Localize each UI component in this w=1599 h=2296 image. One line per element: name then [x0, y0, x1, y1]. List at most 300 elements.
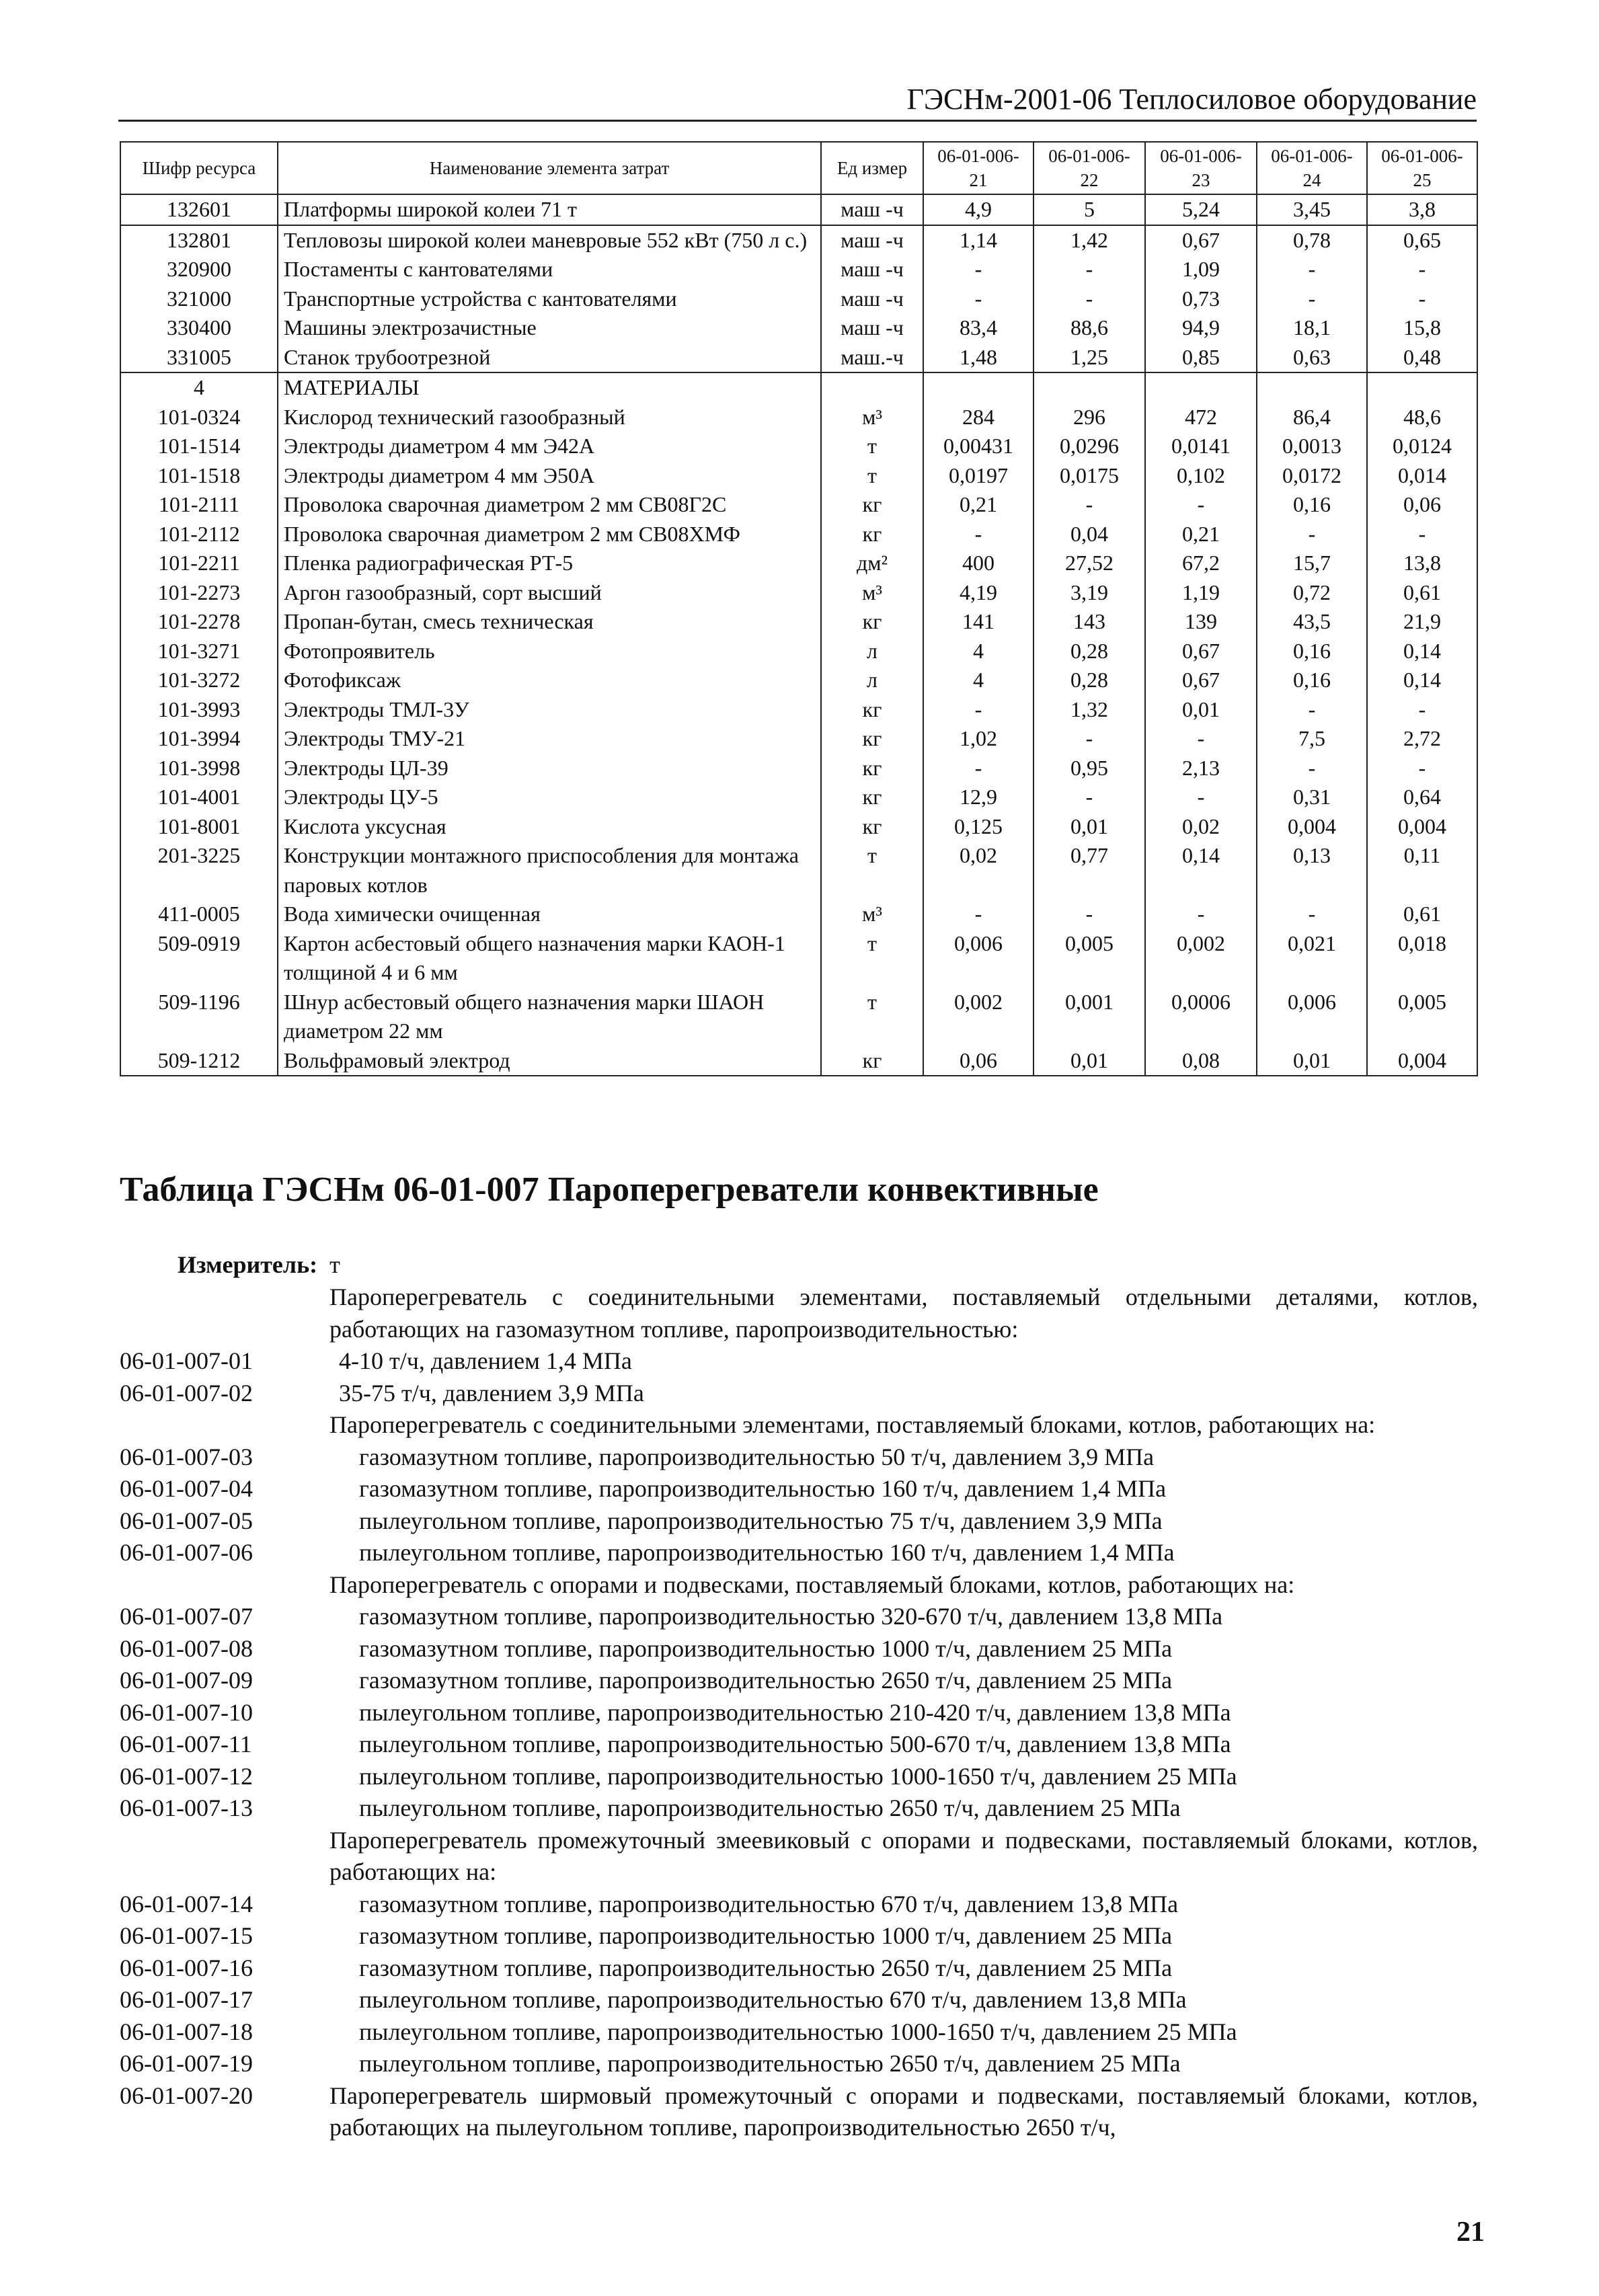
cell-value: 0,67 [1145, 225, 1257, 255]
cell-value: 1,48 [923, 343, 1034, 373]
cell-name: Кислота уксусная [278, 812, 821, 842]
cell-name: Вольфрамовый электрод [278, 1046, 821, 1076]
cell-code: 132601 [120, 194, 278, 225]
table-row [120, 812, 1477, 842]
cell-value: 0,72 [1257, 578, 1367, 608]
cell-unit: маш -ч [821, 313, 923, 343]
cell-value: 3,19 [1034, 578, 1145, 608]
cell-value: 1,02 [923, 724, 1034, 754]
item-text: пылеугольном топливе, паропроизводительностью 1000-1650 т/ч, давлением 25 МПа [359, 1762, 1237, 1790]
item-text: Пароперегреватель промежуточный змеевиковый с опорами и подвесками, поставляемый блоками, котлов, работающих на: [329, 1826, 1478, 1885]
list-item [120, 1505, 1478, 1538]
item-text: 35-75 т/ч, давлением 3,9 МПа [339, 1379, 644, 1407]
cell-value: 0,16 [1257, 490, 1367, 520]
cell-value: 88,6 [1034, 313, 1145, 343]
cell-unit: кг [821, 783, 923, 812]
cell-value: 139 [1145, 607, 1257, 637]
item-code: 06-01-007-17 [120, 1986, 253, 2013]
cell-value: - [923, 695, 1034, 725]
list-item [120, 1984, 1478, 2016]
cell-name: Машины электрозачистные [278, 313, 821, 343]
col-header: 06-01-006-25 [1367, 142, 1477, 194]
cell-value: - [1367, 520, 1477, 549]
cell-unit: кг [821, 490, 923, 520]
cell-value: 0,0172 [1257, 461, 1367, 491]
cell-name: Электроды диаметром 4 мм Э42А [278, 432, 821, 461]
item-text: Пароперегреватель с соединительными элементами, поставляемый блоками, котлов, работающих на: [329, 1411, 1376, 1438]
cell-value: 0,14 [1367, 666, 1477, 695]
item-text: пылеугольном топливе, паропроизводительностью 160 т/ч, давлением 1,4 МПа [359, 1539, 1175, 1566]
cell-unit: кг [821, 724, 923, 754]
list-item [120, 1889, 1478, 1921]
cell-name: Картон асбестовый общего назначения марки КАОН-1 толщиной 4 и 6 мм [278, 929, 821, 988]
cell-code: 201-3225 [120, 841, 278, 900]
item-text: пылеугольном топливе, паропроизводительностью 500-670 т/ч, давлением 13,8 МПа [359, 1731, 1231, 1757]
cell-value: - [1145, 783, 1257, 812]
cell-value: 15,7 [1257, 549, 1367, 578]
table-row [120, 724, 1477, 754]
cell-unit: т [821, 432, 923, 461]
cell-value: 1,32 [1034, 695, 1145, 725]
cell-code: 101-8001 [120, 812, 278, 842]
cell-value: 2,72 [1367, 724, 1477, 754]
cell-value: 0,31 [1257, 783, 1367, 812]
table-row [120, 343, 1477, 373]
cell-unit: дм² [821, 549, 923, 578]
cell-value: 0,02 [1145, 812, 1257, 842]
cell-name: Кислород технический газообразный [278, 403, 821, 432]
cell-value: - [1367, 754, 1477, 783]
item-text: газомазутном топливе, паропроизводительностью 2650 т/ч, давлением 25 МПа [359, 1954, 1173, 1981]
list-item [120, 1345, 1478, 1378]
cell-code: 132801 [120, 225, 278, 255]
cell-value: 0,21 [923, 490, 1034, 520]
cell-value: - [1145, 900, 1257, 929]
cell-name: Электроды ТМЛ-3У [278, 695, 821, 725]
table-row [120, 490, 1477, 520]
cell-value: - [1367, 284, 1477, 314]
table-row [120, 432, 1477, 461]
cell-code: 101-2278 [120, 607, 278, 637]
item-code: 06-01-007-14 [120, 1890, 253, 1917]
cell-name: Пленка радиографическая РТ-5 [278, 549, 821, 578]
cell-value: 43,5 [1257, 607, 1367, 637]
cell-value: - [1257, 255, 1367, 284]
cell-value: 0,14 [1367, 637, 1477, 666]
item-text: пылеугольном топливе, паропроизводительностью 75 т/ч, давлением 3,9 МПа [359, 1507, 1163, 1534]
cell-value: 0,005 [1367, 988, 1477, 1046]
cell-value: 0,102 [1145, 461, 1257, 491]
cell-value: 0,018 [1367, 929, 1477, 988]
item-code: 06-01-007-19 [120, 2050, 253, 2077]
item-code: 06-01-007-01 [120, 1347, 253, 1374]
item-text: пылеугольном топливе, паропроизводительностью 1000-1650 т/ч, давлением 25 МПа [359, 2018, 1237, 2045]
table-row [120, 900, 1477, 929]
cell-value: 4,19 [923, 578, 1034, 608]
cell-value: 0,73 [1145, 284, 1257, 314]
cell-value: - [923, 284, 1034, 314]
item-code: 06-01-007-08 [120, 1634, 253, 1662]
list-item [120, 1825, 1478, 1889]
table-row [120, 607, 1477, 637]
cell-value: 0,14 [1145, 841, 1257, 900]
cell-value: 0,48 [1367, 343, 1477, 373]
item-code: 06-01-007-04 [120, 1475, 253, 1502]
cell-value: 21,9 [1367, 607, 1477, 637]
item-code: 06-01-007-02 [120, 1379, 253, 1407]
cell-code: 509-0919 [120, 929, 278, 988]
cell-value: 0,002 [1145, 929, 1257, 988]
cell-value: - [1034, 724, 1145, 754]
table-row [120, 666, 1477, 695]
cell-value: 0,01 [1034, 1046, 1145, 1076]
table-row [120, 284, 1477, 314]
item-text: газомазутном топливе, паропроизводительностью 160 т/ч, давлением 1,4 МПа [359, 1475, 1167, 1502]
cell-code: 320900 [120, 255, 278, 284]
cell-value: 0,014 [1367, 461, 1477, 491]
cell-code: 411-0005 [120, 900, 278, 929]
cell-value: 0,004 [1367, 1046, 1477, 1076]
cell-value: 83,4 [923, 313, 1034, 343]
cell-value: 0,06 [923, 1046, 1034, 1076]
cell-code: 101-3272 [120, 666, 278, 695]
cell-unit: кг [821, 1046, 923, 1076]
cell-value: 0,001 [1034, 988, 1145, 1046]
measure-line [178, 1251, 340, 1279]
cell-unit: м³ [821, 900, 923, 929]
col-header: 06-01-006-24 [1257, 142, 1367, 194]
cell-value: - [1257, 754, 1367, 783]
cell-name: МАТЕРИАЛЫ [278, 372, 821, 403]
table-row [120, 841, 1477, 900]
cell-value [1145, 372, 1257, 403]
cell-value: 0,00431 [923, 432, 1034, 461]
page-number: 21 [1456, 2217, 1485, 2248]
cell-value: - [1034, 284, 1145, 314]
cell-value: 0,125 [923, 812, 1034, 842]
cell-value: 48,6 [1367, 403, 1477, 432]
cell-value: 5 [1034, 194, 1145, 225]
cell-name: Фотопроявитель [278, 637, 821, 666]
cell-value: 0,28 [1034, 666, 1145, 695]
cell-value: 13,8 [1367, 549, 1477, 578]
cell-unit: маш.-ч [821, 343, 923, 373]
item-text: газомазутном топливе, паропроизводительностью 1000 т/ч, давлением 25 МПа [359, 1634, 1173, 1662]
col-header: Ед измер [821, 142, 923, 194]
cell-value: 0,28 [1034, 637, 1145, 666]
list-item [120, 1409, 1478, 1441]
cell-code: 101-1518 [120, 461, 278, 491]
cell-value: 400 [923, 549, 1034, 578]
cell-value: - [1257, 520, 1367, 549]
cell-value: 1,14 [923, 225, 1034, 255]
col-header: 06-01-006-23 [1145, 142, 1257, 194]
cell-value: 3,45 [1257, 194, 1367, 225]
cell-code: 101-3998 [120, 754, 278, 783]
table-body [120, 194, 1477, 1076]
cell-value: 1,09 [1145, 255, 1257, 284]
item-list [120, 1281, 1478, 2144]
header-title: ГЭСНм-2001-06 Теплосиловое оборудование [906, 83, 1477, 116]
table-row [120, 549, 1477, 578]
cell-value: 86,4 [1257, 403, 1367, 432]
cell-unit: маш -ч [821, 255, 923, 284]
cell-value: - [1145, 724, 1257, 754]
cell-code: 101-2112 [120, 520, 278, 549]
cell-value: 0,004 [1367, 812, 1477, 842]
cell-name: Электроды ЦЛ-39 [278, 754, 821, 783]
cell-name: Проволока сварочная диаметром 2 мм СВ08ХМФ [278, 520, 821, 549]
cell-value: - [1257, 900, 1367, 929]
cell-value: 143 [1034, 607, 1145, 637]
cell-code: 509-1212 [120, 1046, 278, 1076]
cell-value: 284 [923, 403, 1034, 432]
item-text: газомазутном топливе, паропроизводительностью 50 т/ч, давлением 3,9 МПа [359, 1443, 1155, 1470]
cell-value: - [1034, 255, 1145, 284]
cell-code: 101-2111 [120, 490, 278, 520]
cell-value: 0,021 [1257, 929, 1367, 988]
item-code: 06-01-007-06 [120, 1539, 253, 1566]
cell-value: 0,06 [1367, 490, 1477, 520]
cell-value: 3,8 [1367, 194, 1477, 225]
cell-value: 0,65 [1367, 225, 1477, 255]
cell-value [1257, 372, 1367, 403]
item-text: газомазутном топливе, паропроизводительностью 670 т/ч, давлением 13,8 МПа [359, 1890, 1179, 1917]
cell-value: 0,61 [1367, 578, 1477, 608]
table-row [120, 461, 1477, 491]
cell-value: 472 [1145, 403, 1257, 432]
cell-value: - [1034, 783, 1145, 812]
table-row [120, 403, 1477, 432]
cell-name: Тепловозы широкой колеи маневровые 552 кВт (750 л с.) [278, 225, 821, 255]
item-text: Пароперегреватель с опорами и подвесками, поставляемый блоками, котлов, работающих на: [329, 1571, 1295, 1598]
table-row [120, 578, 1477, 608]
list-item [120, 1633, 1478, 1665]
cell-value: 0,0124 [1367, 432, 1477, 461]
cell-name: Проволока сварочная диаметром 2 мм СВ08Г2С [278, 490, 821, 520]
list-item [120, 2016, 1478, 2049]
cell-code: 509-1196 [120, 988, 278, 1046]
cell-value: 4,9 [923, 194, 1034, 225]
list-item [120, 1281, 1478, 1345]
cell-value: - [1367, 695, 1477, 725]
cell-name: Электроды ЦУ-5 [278, 783, 821, 812]
cell-value: 0,01 [1257, 1046, 1367, 1076]
col-header: Наименование элемента затрат [278, 142, 821, 194]
cell-value: - [1034, 900, 1145, 929]
cell-value: 0,0013 [1257, 432, 1367, 461]
cell-value: 0,0141 [1145, 432, 1257, 461]
item-text: пылеугольном топливе, паропроизводительностью 2650 т/ч, давлением 25 МПа [359, 2050, 1181, 2077]
table-row [120, 637, 1477, 666]
table-row [120, 225, 1477, 255]
cell-name: Конструкции монтажного приспособления для монтажа паровых котлов [278, 841, 821, 900]
cell-value: 0,67 [1145, 666, 1257, 695]
cell-value [1367, 372, 1477, 403]
item-text: 4-10 т/ч, давлением 1,4 МПа [339, 1347, 632, 1374]
list-item [120, 1792, 1478, 1825]
table-row [120, 1046, 1477, 1076]
item-text: пылеугольном топливе, паропроизводительностью 210-420 т/ч, давлением 13,8 МПа [359, 1698, 1231, 1726]
cell-unit: маш -ч [821, 225, 923, 255]
list-item [120, 1761, 1478, 1793]
cell-value: 0,77 [1034, 841, 1145, 900]
cell-value: 2,13 [1145, 754, 1257, 783]
cell-value: 1,19 [1145, 578, 1257, 608]
table-row [120, 695, 1477, 725]
list-item [120, 1665, 1478, 1697]
cell-code: 101-2211 [120, 549, 278, 578]
cell-value: 0,0296 [1034, 432, 1145, 461]
list-item [120, 1729, 1478, 1761]
list-item [120, 1537, 1478, 1569]
cell-value: 0,13 [1257, 841, 1367, 900]
list-item [120, 1378, 1478, 1410]
col-header: 06-01-006-22 [1034, 142, 1145, 194]
list-item [120, 1473, 1478, 1505]
item-code: 06-01-007-09 [120, 1667, 253, 1694]
section-title: Таблица ГЭСНм 06-01-007 Пароперегреватели конвективные [120, 1171, 1099, 1209]
cell-value: 67,2 [1145, 549, 1257, 578]
item-text: Пароперегреватель с соединительными элементами, поставляемый отдельными деталями, котлов, работающих на газомазутном топливе, паропроизводительностью: [329, 1283, 1478, 1343]
cell-name: Пропан-бутан, смесь техническая [278, 607, 821, 637]
table-row [120, 988, 1477, 1046]
cell-value: 0,02 [923, 841, 1034, 900]
cell-unit: м³ [821, 578, 923, 608]
cell-name: Фотофиксаж [278, 666, 821, 695]
item-code: 06-01-007-03 [120, 1443, 253, 1470]
item-code: 06-01-007-15 [120, 1922, 253, 1949]
item-text: газомазутном топливе, паропроизводительностью 320-670 т/ч, давлением 13,8 МПа [359, 1603, 1223, 1630]
cell-code: 101-4001 [120, 783, 278, 812]
item-code: 06-01-007-07 [120, 1603, 253, 1630]
item-code: 06-01-007-20 [120, 2082, 253, 2109]
list-item [120, 1569, 1478, 1601]
measure-label: Измеритель: [178, 1251, 318, 1278]
cell-value: 0,16 [1257, 666, 1367, 695]
cell-name: Электроды диаметром 4 мм Э50А [278, 461, 821, 491]
cell-value: 0,006 [1257, 988, 1367, 1046]
table-row [120, 929, 1477, 988]
item-code: 06-01-007-12 [120, 1762, 253, 1790]
cell-unit: кг [821, 754, 923, 783]
cell-value: 0,0175 [1034, 461, 1145, 491]
cell-value: 0,006 [923, 929, 1034, 988]
cell-name: Электроды ТМУ-21 [278, 724, 821, 754]
cell-name: Постаменты с кантователями [278, 255, 821, 284]
cell-value: 4 [923, 666, 1034, 695]
cell-value: 141 [923, 607, 1034, 637]
running-header [118, 79, 1477, 122]
cell-value: 0,005 [1034, 929, 1145, 988]
cell-unit [821, 372, 923, 403]
item-code: 06-01-007-05 [120, 1507, 253, 1534]
cell-value [923, 372, 1034, 403]
cell-code: 101-3271 [120, 637, 278, 666]
item-text: газомазутном топливе, паропроизводительностью 1000 т/ч, давлением 25 МПа [359, 1922, 1173, 1949]
cell-unit: м³ [821, 403, 923, 432]
cell-value: - [923, 255, 1034, 284]
cell-unit: кг [821, 812, 923, 842]
item-text: газомазутном топливе, паропроизводительностью 2650 т/ч, давлением 25 МПа [359, 1667, 1173, 1694]
cell-value: 94,9 [1145, 313, 1257, 343]
item-code: 06-01-007-13 [120, 1794, 253, 1821]
list-item [120, 2048, 1478, 2080]
list-item [120, 1601, 1478, 1633]
item-text: Пароперегреватель ширмовый промежуточный с опорами и подвесками, поставляемый блоками, котлов, работающих на пылеугольном топливе, паропроизводительностью 2650 т/ч, [329, 2082, 1478, 2141]
cell-value: 0,004 [1257, 812, 1367, 842]
cell-name: Шнур асбестовый общего назначения марки ШАОН диаметром 22 мм [278, 988, 821, 1046]
cell-unit: кг [821, 520, 923, 549]
col-header: Шифр ресурса [120, 142, 278, 194]
table-row [120, 754, 1477, 783]
cell-value: 0,01 [1034, 812, 1145, 842]
cell-value: 0,95 [1034, 754, 1145, 783]
cell-value: - [1367, 255, 1477, 284]
cell-code: 101-3994 [120, 724, 278, 754]
item-code: 06-01-007-16 [120, 1954, 253, 1981]
cell-value: 0,002 [923, 988, 1034, 1046]
cell-value: 296 [1034, 403, 1145, 432]
cell-value: 0,16 [1257, 637, 1367, 666]
table-row [120, 783, 1477, 812]
cell-value: 0,67 [1145, 637, 1257, 666]
cell-name: Платформы широкой колеи 71 т [278, 194, 821, 225]
cell-value: - [1034, 490, 1145, 520]
col-header: 06-01-006-21 [923, 142, 1034, 194]
cell-value: 0,21 [1145, 520, 1257, 549]
cell-value: - [1257, 695, 1367, 725]
cell-value: 0,61 [1367, 900, 1477, 929]
cell-unit: маш -ч [821, 194, 923, 225]
cell-name: Аргон газообразный, сорт высший [278, 578, 821, 608]
list-item [120, 1952, 1478, 1985]
item-text: пылеугольном топливе, паропроизводительностью 670 т/ч, давлением 13,8 МПа [359, 1986, 1187, 2013]
cell-code: 4 [120, 372, 278, 403]
cell-code: 101-2273 [120, 578, 278, 608]
cell-value: 0,11 [1367, 841, 1477, 900]
cell-code: 101-0324 [120, 403, 278, 432]
cell-value: 0,63 [1257, 343, 1367, 373]
cell-value: 0,04 [1034, 520, 1145, 549]
table-row [120, 520, 1477, 549]
cell-value: - [923, 754, 1034, 783]
cell-value: 0,0197 [923, 461, 1034, 491]
cell-value: 4 [923, 637, 1034, 666]
cell-value: 0,78 [1257, 225, 1367, 255]
cell-unit: л [821, 637, 923, 666]
cell-unit: т [821, 988, 923, 1046]
table-row [120, 194, 1477, 225]
item-code: 06-01-007-18 [120, 2018, 253, 2045]
cell-unit: т [821, 461, 923, 491]
cell-value [1034, 372, 1145, 403]
cell-value: - [1257, 284, 1367, 314]
cell-value: 15,8 [1367, 313, 1477, 343]
cell-value: - [1145, 490, 1257, 520]
list-item [120, 1697, 1478, 1729]
cell-code: 331005 [120, 343, 278, 373]
cell-value: 5,24 [1145, 194, 1257, 225]
cell-unit: т [821, 841, 923, 900]
cell-value: 1,25 [1034, 343, 1145, 373]
cell-name: Вода химически очищенная [278, 900, 821, 929]
table-row [120, 313, 1477, 343]
cell-value: 12,9 [923, 783, 1034, 812]
cell-unit: т [821, 929, 923, 988]
cell-code: 321000 [120, 284, 278, 314]
cell-value: 7,5 [1257, 724, 1367, 754]
